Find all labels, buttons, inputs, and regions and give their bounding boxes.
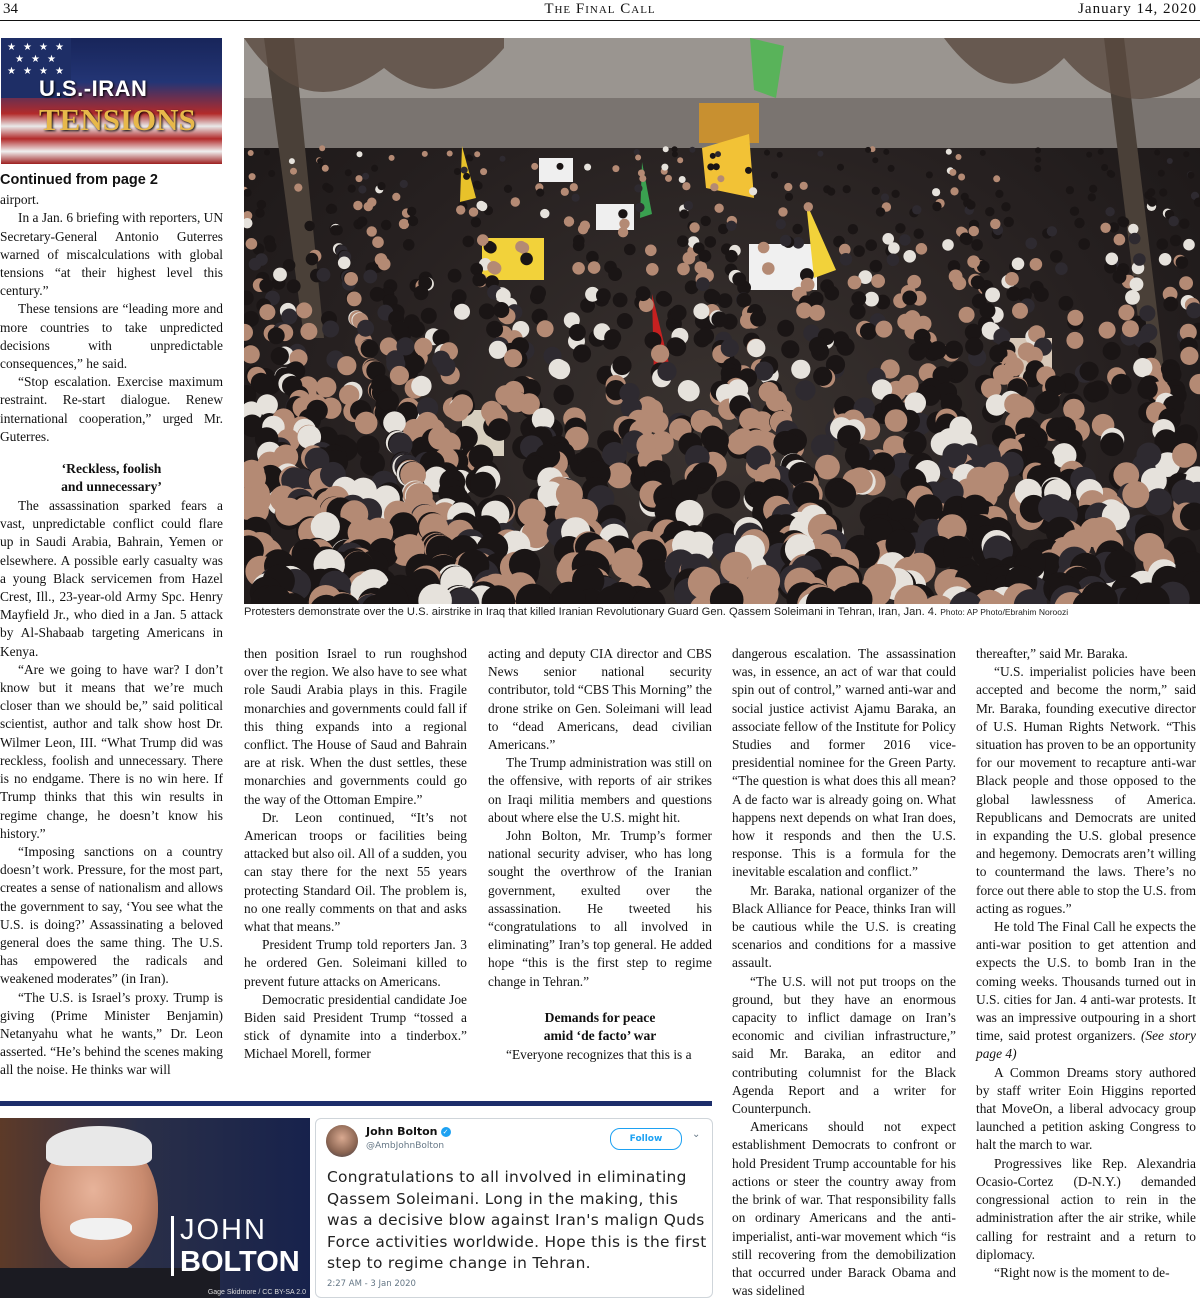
paragraph: Democratic presidential candidate Joe Biden said President Trump “tossed a stick of dynamite into a tinderbox.” Michael Morell, former [244,991,467,1064]
paragraph: The assassination sparked fears a vast, unpredictable conflict could flare up in Saudi Arabia, Bahrain, Yemen or elsewhere. A possible early casualty was a young Black servicemen from Hazel Crest, Ill., 23-year-old Army Spc. Henry Mayfield Jr., who died in a Jan. 5 attack by Al-Shabaab targeting Americans in Kenya. [0,497,223,661]
paragraph: then position Israel to run roughshod over the region. We also have to see what role Saudi Arabia plays in this. Fragile monarchies and governments could fall if this thing expands into a regional conflict. The House of Saud and Bahrain are at risk. When the dust settles, these monarchies and governments could go the way of the Ottoman Empire.” [244,645,467,809]
subheading-line: and unnecessary’ [61,479,162,494]
portrait-mustache [70,1218,132,1240]
paragraph: Americans should not expect establishment Democrats to confront or hold President Trump accountable for his actions or steer the country away from the brink of war. That responsibility falls on ordinary Americans and the anti-imperialist, anti-war movement which “is still recovering from the demobilization that occurred under Barack Obama and was sidelined [732,1118,956,1300]
paragraph: A Common Dreams story authored by staff writer Eoin Higgins reported that MoveOn, a liberal advocacy group launched a petition asking Congress to halt the march to war. [976,1064,1196,1155]
page-header [0,0,1200,21]
portrait-hair [46,1126,152,1166]
article-column-5 [976,645,1196,1282]
tweet-embed [315,1118,713,1298]
paragraph: “Right now is the moment to de- [976,1264,1196,1282]
article-column-3 [488,645,712,1064]
section-divider [0,1101,712,1106]
follow-button[interactable]: Follow [610,1128,682,1150]
tweet-timestamp[interactable]: 2:27 AM - 3 Jan 2020 [327,1279,416,1289]
paragraph: “U.S. imperialist policies have been accepted and become the norm,” said Mr. Baraka, founding executive director of U.S. Human Rights Network. “This situation has proven to be an opportunity for our movement to recapture anti-war Black people and those opposed to the global lawlessness of America. Republicans and Democrats are united in expanding the U.S. global presence and hegemony. Democrats aren’t willing to countermand the laws. There’s no force out there able to stop the U.S. from acting as rogues.” [976,663,1196,918]
issue-date: January 14, 2020 [1078,1,1197,18]
paragraph: In a Jan. 6 briefing with reporters, UN Secretary-General Antonio Guterres warned of miscalculations with global tensions “at their highest level this century.” [0,209,223,300]
article-column-1 [0,171,223,1080]
paragraph: airport. [0,191,223,209]
paragraph: The Trump administration was still on the offensive, with reports of air strikes on Iraqi militia members and questions about where else the U.S. might hit. [488,754,712,827]
protest-photo [244,38,1200,604]
tweet-text: Congratulations to all involved in eliminating Qassem Soleimani. Long in the making, this was a decisive blow against Iran's malign Quds Force activities worldwide. Hope this is the first step to regime change in Tehran. [327,1167,707,1275]
photo-credit: Photo: AP Photo/Ebrahim Noroozi [940,607,1068,617]
paragraph: dangerous escalation. The assassination was, in essence, an act of war that could spin out of control,” warned anti-war and social justice activist Ajamu Baraka, an associate fellow of the Institute for Policy Studies and former 2016 vice-presidential nominee for the Green Party. “The question is what does this all mean? A de facto war is already going on. What happens next depends on what Iran does, how it responds and then the U.S. response. This is a formula for the inevitable escalation and conflict.” [732,645,956,882]
chevron-down-icon[interactable]: ⌄ [692,1129,700,1140]
caption-text: Protesters demonstrate over the U.S. airstrike in Iraq that killed Iranian Revolutionary Guard Gen. Qassem Soleimani in Tehran, Iran, Jan. 4. [244,606,937,618]
article-column-4 [732,645,956,1300]
page-number: 34 [3,1,18,18]
photo-credit: Gage Skidmore / CC BY-SA 2.0 [208,1289,306,1296]
display-name-text: John Bolton [366,1125,438,1138]
us-iran-tensions-banner [1,38,222,164]
subheading-line: amid ‘de facto’ war [544,1028,657,1043]
paragraph: “The U.S. will not put troops on the ground, but they have an enormous capacity to inflict damage on Iran’s economic and civilian infrastructure,” said Mr. Baraka, an editor and contributing columnist for the Black Agenda Report and a writer for Counterpunch. [732,973,956,1119]
subheading-reckless [0,460,223,496]
paragraph [976,918,1196,1064]
paragraph: “Stop escalation. Exercise maximum restraint. Re-start dialogue. Renew international cooperation,” urged Mr. Guterres. [0,373,223,446]
photo-name-last: BOLTON [180,1246,300,1279]
john-bolton-photo [0,1118,310,1298]
paragraph: “Imposing sanctions on a country doesn’t work. Pressure, for the most part, creates a sense of nationalism and allows the government to say, ‘You see what the U.S. is doing?’ Assassinating a beloved general does the same thing. The U.S. has empowered the radicals and weakened moderates” (in Iran). [0,843,223,989]
paragraph: Dr. Leon continued, “It’s not American troops or facilities being attacked but also oil. All of a sudden, you can stay there for the next 55 years protecting Standard Oil. The problem is, no one really comments on that and asks what that means.” [244,809,467,936]
tweet-display-name[interactable] [366,1125,451,1138]
paragraph: “Everyone recognizes that this is a [488,1046,712,1064]
paragraph: thereafter,” said Mr. Baraka. [976,645,1196,663]
paragraph: President Trump told reporters Jan. 3 he ordered Gen. Soleimani killed to prevent future attacks on Americans. [244,936,467,991]
paragraph: “The U.S. is Israel’s proxy. Trump is giving (Prime Minister Benjamin) Netanyahu what he wants,” Dr. Leon asserted. “He’s behind the scenes making all the noise. He thinks war will [0,989,223,1080]
photo-name-first: JOHN [180,1214,267,1247]
paragraph-text: He told The Final Call he expects the anti-war position to get attention and expects the U.S. to bomb Iran in the coming weeks. Thousands turned out in U.S. cities for Jan. 4 anti-war protests. It was an impressive outpouring in a short time, said protest organizers. [976,919,1196,1043]
flag-stars-field: ★ ★ ★ ★ ★ ★ ★ ★ ★ ★ ★ [1,38,71,98]
banner-title-line2: TENSIONS [39,102,196,138]
crowd-illustration [244,38,1200,604]
paragraph: John Bolton, Mr. Trump’s former national security adviser, who has long sought the overthrow of the Iranian government, exulted over the assassination. He tweeted his “congratulations to all involved in eliminating” Iran’s top general. He added hope “this is the first step to regime change in Tehran.” [488,827,712,991]
tweet-handle[interactable]: @AmbJohnBolton [366,1141,444,1151]
article-column-2 [244,645,467,1064]
paragraph: “Are we going to have war? I don’t know but it means that we’re much closer than we should be,” said political scientist, author and talk show host Dr. Wilmer Leon, III. “What Trump did was reckless, foolish and unnecessary. There is no endgame. There is no win here. If Trump thinks that this win results in regime change, he doesn’t know his history.” [0,661,223,843]
photo-caption [244,606,1200,618]
subheading-line: Demands for peace [545,1010,656,1025]
publication-name: The Final Call [0,1,1200,18]
banner-title-line1: U.S.-IRAN [39,76,147,102]
paragraph: acting and deputy CIA director and CBS News senior national security contributor, told “CBS This Morning” the drone strike on Gen. Soleimani will lead to “dead Americans, dead civilian Americans.” [488,645,712,754]
paragraph: Mr. Baraka, national organizer of the Black Alliance for Peace, thinks Iran will be cautious while the U.S. is creating scenarios and conditions for a massive assault. [732,882,956,973]
subheading-line: ‘Reckless, foolish [62,461,162,476]
paragraph: These tensions are “leading more and more countries to take unpredicted decisions with unpredictable consequences,” he said. [0,300,223,373]
name-divider-bar [171,1216,174,1276]
subheading-demands [488,1009,712,1045]
see-story-reference: (See story page 4) [976,1028,1196,1061]
verified-badge-icon: ✓ [441,1127,451,1137]
continued-from-label: Continued from page 2 [0,171,223,189]
paragraph: Progressives like Rep. Alexandria Ocasio-Cortez (D-N.Y.) demanded congressional action to rein in the administration after the air strike, while calling for restraint and a return to diplomacy. [976,1155,1196,1264]
avatar[interactable] [326,1125,358,1157]
